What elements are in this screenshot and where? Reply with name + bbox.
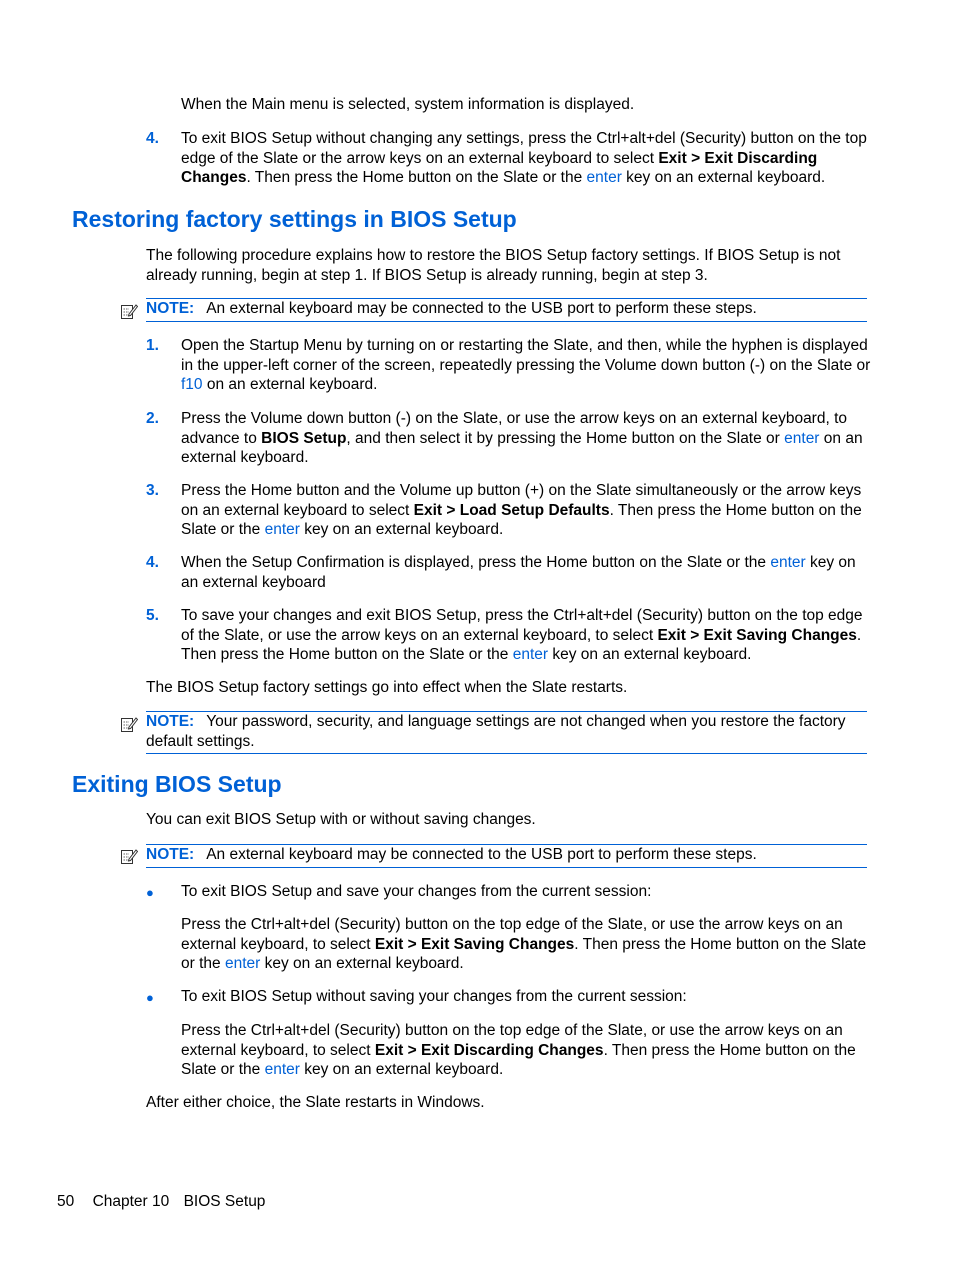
note-label: NOTE: [146, 846, 195, 863]
note-box [146, 711, 867, 754]
main-menu-info-text: When the Main menu is selected, system information is displayed. [181, 96, 635, 113]
bullet-text: Press the Ctrl+alt+del (Security) button on the top edge of the Slate, or use the arrow keys on an external keyboard, to select Exit > Exit Saving Changes. Then press the Home button on the Slate or the enter key on an external keyboard. [181, 916, 867, 972]
note-pencil-icon [120, 847, 138, 865]
note-box [146, 844, 867, 868]
step-number: 5. [146, 607, 159, 624]
page-footer [57, 1192, 265, 1212]
factory-settings-effect-text: The BIOS Setup factory settings go into effect when the Slate restarts. [146, 679, 628, 696]
section-intro: The following procedure explains how to restore the BIOS Setup factory settings. If BIOS Setup is not already running, begin at step 1. If BIOS Setup is already running, begin at step 3. [146, 247, 841, 284]
note-pencil-icon [120, 302, 138, 320]
note-pencil-icon [120, 715, 138, 733]
bullet-icon: ● [146, 885, 154, 900]
key-enter: enter [264, 521, 300, 538]
chapter-title: BIOS Setup [183, 1193, 266, 1210]
step-text: To save your changes and exit BIOS Setup, press the Ctrl+alt+del (Security) button on the top edge of the Slate, or use the arrow keys on an external keyboard, to select Exit > Exit Saving Changes. Then press the Home button on the Slate or the enter key on an external keyboard. [181, 607, 863, 663]
step-number: 4. [146, 130, 159, 147]
key-enter: enter [224, 955, 261, 972]
key-enter: enter [586, 169, 622, 186]
section-intro: You can exit BIOS Setup with or without saving changes. [146, 811, 536, 828]
bullet-icon: ● [146, 990, 154, 1005]
step-text: Open the Startup Menu by turning on or restarting the Slate, and then, while the hyphen is displayed in the upper-left corner of the screen, repeatedly pressing the Volume down button (-) on the Slate or f10 on an external keyboard. [181, 337, 871, 393]
bullet-title: To exit BIOS Setup without saving your changes from the current session: [181, 988, 687, 1005]
key-enter: enter [770, 554, 806, 571]
key-enter: enter [264, 1061, 300, 1078]
section-heading-exiting: Exiting BIOS Setup [72, 771, 282, 797]
step-text: Press the Home button and the Volume up button (+) on the Slate simultaneously or the arrow keys on an external keyboard to select Exit > Load Setup Defaults. Then press the Home button on the Slate or the enter key on an external keyboard. [181, 482, 862, 538]
step-number: 3. [146, 482, 159, 499]
step-number: 1. [146, 337, 159, 354]
note-text: An external keyboard may be connected to the USB port to perform these steps. [206, 846, 757, 863]
chapter-label: Chapter 10 [92, 1193, 170, 1210]
note-label: NOTE: [146, 713, 195, 730]
step-text: When the Setup Confirmation is displayed, press the Home button on the Slate or the enter key on an external keyboard [181, 554, 856, 591]
page-number: 50 [57, 1193, 75, 1210]
note-label: NOTE: [146, 300, 195, 317]
section-heading-restoring: Restoring factory settings in BIOS Setup [72, 206, 517, 232]
step-number: 4. [146, 554, 159, 571]
bullet-title: To exit BIOS Setup and save your changes from the current session: [181, 883, 652, 900]
restart-info-text: After either choice, the Slate restarts in Windows. [146, 1094, 485, 1111]
note-text: An external keyboard may be connected to the USB port to perform these steps. [206, 300, 757, 317]
key-enter: enter [784, 429, 820, 447]
step-text: Press the Volume down button (-) on the Slate, or use the arrow keys on an external keyboard, to advance to BIOS Setup, and then select it by pressing the Home button on the Slate or enter on an external keyboard. [181, 410, 863, 466]
key-enter: enter [512, 646, 549, 663]
note-box [146, 298, 867, 322]
bullet-text: Press the Ctrl+alt+del (Security) button on the top edge of the Slate, or use the arrow keys on an external keyboard, to select Exit > Exit Discarding Changes. Then press the Home button on the Slate or the enter key on an external keyboard. [181, 1022, 856, 1078]
step-number: 2. [146, 410, 159, 427]
key-f10: f10 [181, 376, 203, 393]
note-text: Your password, security, and language settings are not changed when you restore the factory default settings. [146, 713, 846, 750]
step-text: To exit BIOS Setup without changing any settings, press the Ctrl+alt+del (Security) button on the top edge of the Slate or the arrow keys on an external keyboard to select Exit > Exit Discarding Changes. Then press the Home button on the Slate or the enter key on an external keyboard. [181, 130, 867, 186]
